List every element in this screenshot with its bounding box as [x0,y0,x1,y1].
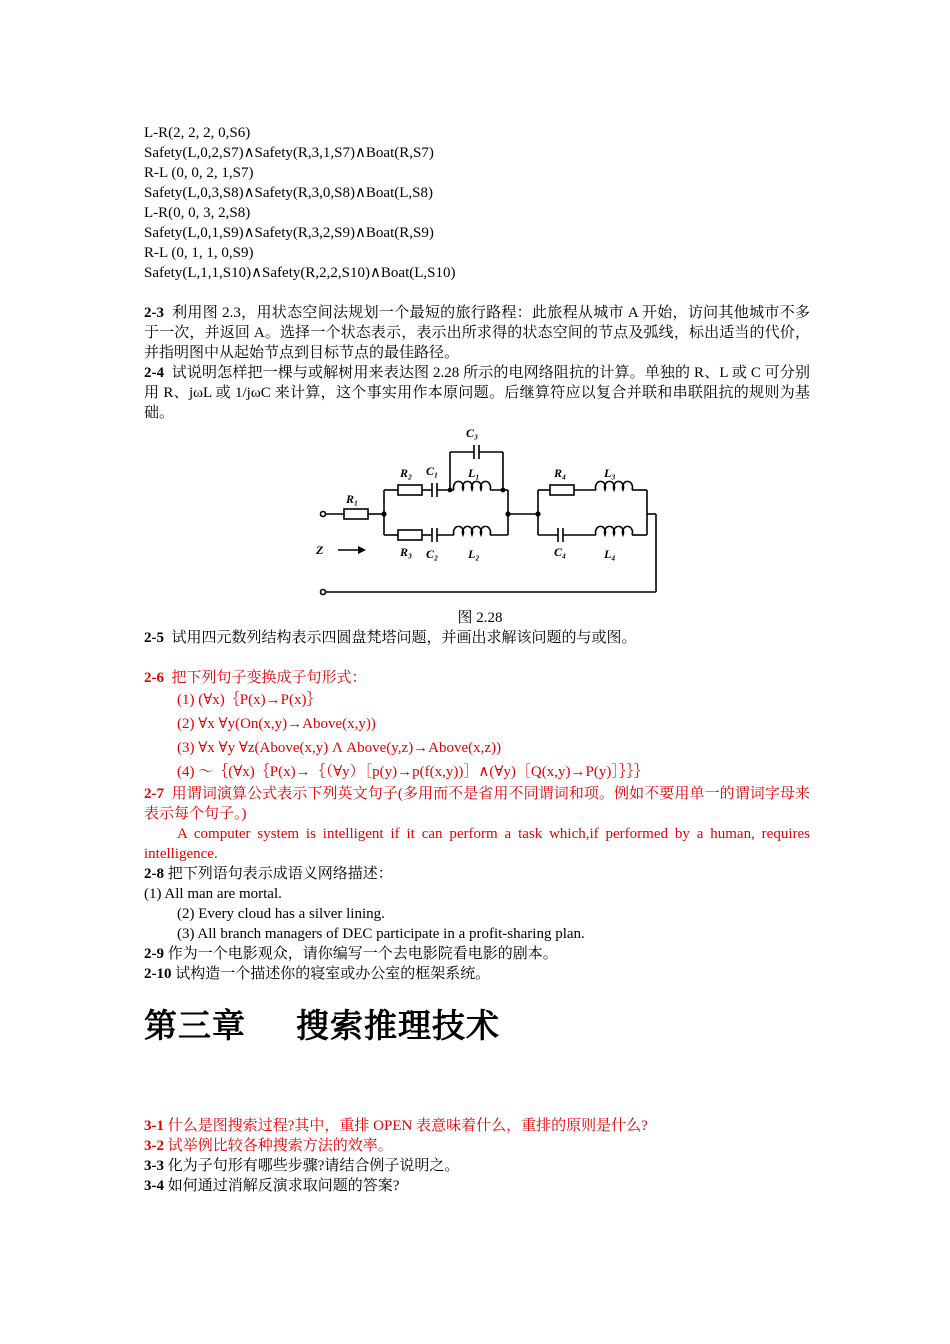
resistor-r4 [550,485,574,495]
state-line: L-R(2, 2, 2, 0,S6) [144,125,251,141]
statement-item: (2) Every cloud has a silver lining. [177,906,385,922]
state-line: L-R(0, 0, 3, 2,S8) [144,205,251,221]
terminal-bottom [321,590,326,595]
question-2-7 [144,784,810,824]
question-number: 3-3 [144,1158,164,1174]
question-number: 3-4 [144,1178,164,1194]
resistor-r2 [398,485,422,495]
question-text: 试说明怎样把一棵与或解树用来表达图 2.28 所示的电网络阻抗的计算。单独的 R、L 或 C 可分别用 R、jωL 或 1/jωC 来计算，这个事实用作本原问题。后继算符应以复合并联和串联阻抗的规则为基础。 [144,365,811,421]
question-number: 2-4 [144,365,164,381]
formula-item: (3) ∀x ∀y ∀z(Above(x,y) Λ Above(y,z)→Above(x,z)) [177,740,502,756]
inductor-l3 [596,481,633,490]
label-r1: R₁ [346,492,359,506]
question-2-8 [144,864,810,884]
question-text: 把下列句子变换成子句形式： [171,670,367,686]
label-c1: C₁ [426,464,439,478]
chapter-title: 第三章 搜索推理技术 [144,1006,500,1045]
formula-item: (1) (∀x)｛P(x)→P(x)｝ [177,692,322,708]
arrow-icon [358,546,366,554]
state-line: Safety(L,0,2,S7)∧Safety(R,3,1,S7)∧Boat(R,S7) [144,145,434,161]
state-list [144,123,810,283]
document-page [144,123,810,1196]
question-2-9 [144,944,810,964]
label-c3: C₃ [466,426,479,440]
question-text: 如何通过消解反演求取问题的答案? [167,1178,400,1194]
label-l3: L₃ [604,466,616,480]
circuit-figure [144,423,810,608]
label-l1: L₁ [468,466,480,480]
question-text: 试构造一个描述你的寝室或办公室的框架系统。 [175,966,491,982]
question-text: 把下列语句表示成语义网络描述： [167,866,393,882]
inductor-l4 [596,526,633,535]
english-sentence: A computer system is intelligent if it can perform a task which,if performed by a human, requires intelligence. [144,826,810,862]
label-l4: L₄ [604,547,616,561]
question-2-5 [144,628,810,648]
question-text: 作为一个电影观众，请你编写一个去电影院看电影的剧本。 [167,946,558,962]
question-text: 试举例比较各种搜索方法的效率。 [167,1138,393,1154]
question-number: 2-5 [144,630,164,646]
formula-list [144,688,810,784]
question-text: 利用图 2.3，用状态空间法规划一个最短的旅行路程：此旅程从城市 A 开始，访问其他城市不多于一次，并返回 A。选择一个状态表示，表示出所求得的状态空间的节点及弧线，标出适当的代价，并指明图中从起始节点到目标节点的最佳路径。 [144,305,811,361]
figure-caption: 图 2.28 [457,610,503,626]
question-text: 试用四元数列结构表示四圆盘梵塔问题，并画出求解该问题的与或图。 [171,630,637,646]
circuit-diagram [314,423,664,598]
formula-item: (2) ∀x ∀y(On(x,y)→Above(x,y)) [177,716,376,732]
statement-item: (3) All branch managers of DEC participate in a profit-sharing plan. [177,926,585,942]
question-number: 3-2 [144,1138,164,1154]
question-number: 2-7 [144,786,164,802]
question-2-3 [144,303,810,363]
question-2-4 [144,363,810,423]
inductor-l1 [454,481,491,490]
state-line: Safety(L,0,3,S8)∧Safety(R,3,0,S8)∧Boat(L,S8) [144,185,434,201]
question-number: 2-8 [144,866,164,882]
label-c2: C₂ [426,547,439,561]
question-3-3 [144,1156,810,1176]
formula-item: (4) ～｛(∀x)｛P(x)→｛（∀y）［p(y)→p(f(x,y))］∧(∀y)［Q(x,y)→P(y)］｝｝｝ [177,764,649,780]
state-line: R-L (0, 0, 2, 1,S7) [144,165,254,181]
state-line: Safety(L,1,1,S10)∧Safety(R,2,2,S10)∧Boat(L,S10) [144,265,456,281]
question-number: 3-1 [144,1118,164,1134]
resistor-r1 [344,509,368,519]
question-text: 化为子句形有哪些步骤?请结合例子说明之。 [167,1158,460,1174]
question-text: 用谓词演算公式表示下列英文句子(多用而不是省用不同谓词和项。例如不要用单一的谓词字母来表示每个句子。) [144,786,811,822]
label-l2: L₂ [468,547,480,561]
terminal-top [321,512,326,517]
question-3-4 [144,1176,810,1196]
question-number: 2-10 [144,966,172,982]
label-c4: C₄ [554,545,567,559]
question-number: 2-3 [144,305,164,321]
question-3-1 [144,1116,810,1136]
statement-item: (1) All man are mortal. [144,886,282,902]
question-3-2 [144,1136,810,1156]
label-z: Z [316,543,324,557]
resistor-r3 [398,530,422,540]
question-2-6 [144,668,810,688]
label-r4: R₄ [554,466,567,480]
label-r2: R₂ [400,466,413,480]
state-line: R-L (0, 1, 1, 0,S9) [144,245,254,261]
inductor-l2 [454,526,491,535]
question-2-10 [144,964,810,984]
label-r3: R₃ [400,545,413,559]
question-text: 什么是图搜索过程?其中，重排 OPEN 表意味着什么，重排的原则是什么? [167,1118,648,1134]
state-line: Safety(L,0,1,S9)∧Safety(R,3,2,S9)∧Boat(R,S9) [144,225,434,241]
question-number: 2-9 [144,946,164,962]
question-number: 2-6 [144,670,164,686]
